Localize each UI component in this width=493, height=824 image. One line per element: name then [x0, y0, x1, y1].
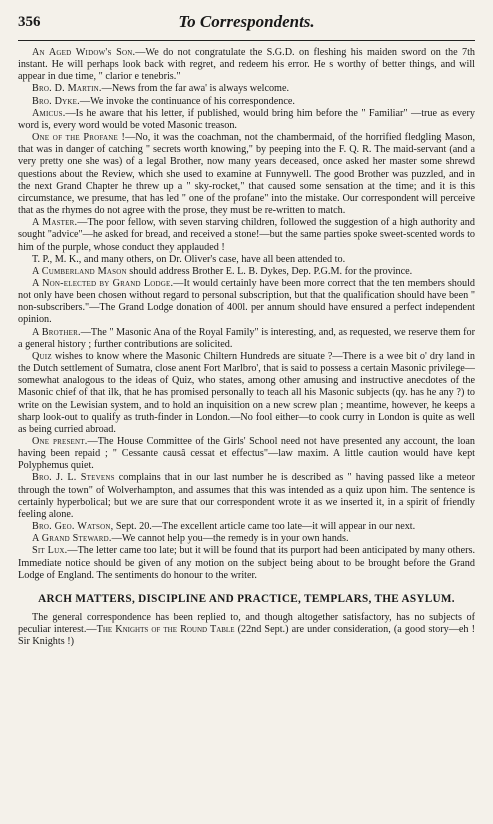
- correspondence-paragraph: [18, 436, 475, 472]
- paragraph-text: —We do not congratulate the S.G.D. on fleshing his maiden sword on the 7th instant. He will perhaps look back with regret, and redeem his error. He s worthy of better things, and will appear in due time, " clarior e tenebris.": [18, 47, 475, 83]
- paragraph-lead: Bro. Dyke.: [32, 95, 80, 107]
- paragraph-lead: Bro. J. L. Stevens: [32, 472, 115, 484]
- correspondence-body: [18, 47, 475, 582]
- correspondence-paragraph: [18, 108, 475, 132]
- paragraph-lead: A Grand Steward.: [32, 533, 112, 545]
- paragraph-text: wishes to know where the Masonic Chiltern Hundreds are situate ?—There is a wee bit o' dry land in the Dutch settlement of Sumatra, close anent Fort Marlbro', that is said to possess a certain Masonic privilege—somewhat analogous to the ideas of Quiz, who states, among other amusing and instructive anecdotes of the Masonic chief of that ilk, that he has promised personally to teach all his Masonic subjects (qy. has he any ?) to write on the Lewisian system, and to hold an inquisition on a new screw plan ; meantime, however, he keeps a sharp look-out to qualify as truth-finder in London.—No fool either—to cook curry in London is quite as well as being curried abroad.: [18, 350, 475, 435]
- correspondence-paragraph: [18, 254, 475, 266]
- header-rule: [18, 40, 475, 41]
- page-number: 356: [18, 14, 41, 30]
- paragraph-text: —The House Committee of the Girls' School need not have presented any account, the loan having been repaid ; " Cessante causâ cessat et effectus"—law maxim. A little caution would have kept Polyphemus quiet.: [18, 436, 475, 472]
- paragraph-text: —The letter came too late; but it will be found that its purport had been anticipated by many others. Immediate notice should be given of any motion on the subject being about to be brought before the Grand Lodge of England. The sentiments do honour to the writer.: [18, 545, 475, 581]
- paragraph-lead: Amicus.: [32, 107, 66, 119]
- paragraph-lead: One of the Profane !: [32, 132, 126, 144]
- paragraph-lead: Quiz: [32, 350, 52, 362]
- section-text-before: The general correspondence has been replied to, and though altogether satisfactory, has no subjects of peculiar interest.—: [18, 611, 475, 636]
- paragraph-lead: One present.: [32, 436, 88, 447]
- page-header: [18, 14, 475, 38]
- section-heading: ARCH MATTERS, DISCIPLINE AND PRACTICE, TEMPLARS, THE ASYLUM.: [38, 592, 455, 605]
- paragraph-text: T. P., M. K., and many others, on Dr. Oliver's case, have all been attended to.: [32, 253, 346, 265]
- paragraph-lead: Bro. D. Martin.: [32, 83, 102, 95]
- correspondence-paragraph: [18, 533, 475, 545]
- paragraph-lead: A Brother.: [32, 326, 81, 338]
- paragraph-lead: A Cumberland Mason: [32, 265, 127, 277]
- section-paragraph: [18, 612, 475, 648]
- correspondence-paragraph: [18, 83, 475, 95]
- correspondence-paragraph: [18, 266, 475, 278]
- correspondence-paragraph: [18, 96, 475, 108]
- correspondence-paragraph: [18, 351, 475, 436]
- paragraph-lead: A Non-elected by Grand Lodge.: [32, 277, 174, 289]
- paragraph-text: complains that in our last number he is described as " having passed like a meteor through the town" of Wolverhampton, and assumes that this was intended as a quiz upon him. The sentence is certainly hyperbolical; but we are sure that our correspondent wrote it as we inserted it, in a spirit of friendly feeling alone.: [18, 472, 475, 520]
- section-small-caps: The Knights of the Round Table: [96, 624, 235, 636]
- correspondence-paragraph: [18, 47, 475, 83]
- paragraph-lead: Sit Lux.: [32, 545, 68, 557]
- section-body: [18, 612, 475, 648]
- correspondence-paragraph: [18, 132, 475, 217]
- section-text-after: (22nd Sept.) are under consideration, (a good story—eh ! Sir Knights !): [18, 624, 475, 648]
- correspondence-paragraph: [18, 521, 475, 533]
- correspondence-paragraph: [18, 327, 475, 351]
- paragraph-text: —We invoke the continuance of his correspondence.: [79, 95, 295, 107]
- paragraph-text: Sept. 20.—The excellent article came too late—it will appear in our next.: [113, 521, 416, 533]
- paragraph-text: —No, it was the coachman, not the chambermaid, of the horrified fledgling Mason, that was in danger of catching " secrets worth knowing," by peeping into the F. Q. R. The maid-servant (and a very pretty one she was) of a legal Brother, now many years deceased, once asked her master some shrewd questions about the Review, which she used to examine at Funnywell. The good Brother was puzzled, and in the next Grand Chapter he threw up a " sky-rocket," that caused some sensation at the time; and it is this circumstance, we presume, that has led " one of the profane" into the mistake. Our correspondent will perceive that as the rhymes do not agree with the prose, they must be re-written to match.: [18, 132, 475, 217]
- paragraph-text: —It would certainly have been more correct that the ten members should not only have been chosen without regard to personal subscription, but that the qualification should have been " non-subscribers."—The Grand Lodge donation of 400l. per annum should have ensured a perfect independent opinion.: [18, 277, 475, 326]
- correspondence-paragraph: [18, 545, 475, 581]
- correspondence-paragraph: [18, 217, 475, 253]
- paragraph-lead: A Master.: [32, 217, 78, 229]
- paragraph-lead: An Aged Widow's Son.: [32, 47, 136, 58]
- paragraph-text: —The poor fellow, with seven starving children, followed the suggestion of a high authority and sought "advice"—he asked for bread, and received a stone!—but the same parties spoke sweet-scented words to him of the purple, whose conduct they applauded !: [18, 217, 475, 253]
- paragraph-text: should address Brother E. L. B. Dykes, Dep. P.G.M. for the province.: [126, 265, 413, 277]
- paragraph-text: —We cannot help you—the remedy is in your own hands.: [111, 533, 349, 545]
- paragraph-text: —Is he aware that his letter, if published, would bring him before the " Familiar" —true as every word is, every word would be voted Masonic treason.: [18, 107, 475, 131]
- correspondence-paragraph: [18, 278, 475, 327]
- running-head: To Correspondents.: [178, 12, 315, 31]
- paragraph-text: —News from the far awa' is always welcome.: [101, 83, 290, 95]
- paragraph-lead: Bro. Geo. Watson,: [32, 521, 114, 533]
- paragraph-text: —The " Masonic Ana of the Royal Family" is interesting, and, as requested, we reserve them for a general history ; further contributions are solicited.: [18, 326, 475, 350]
- correspondence-paragraph: [18, 472, 475, 521]
